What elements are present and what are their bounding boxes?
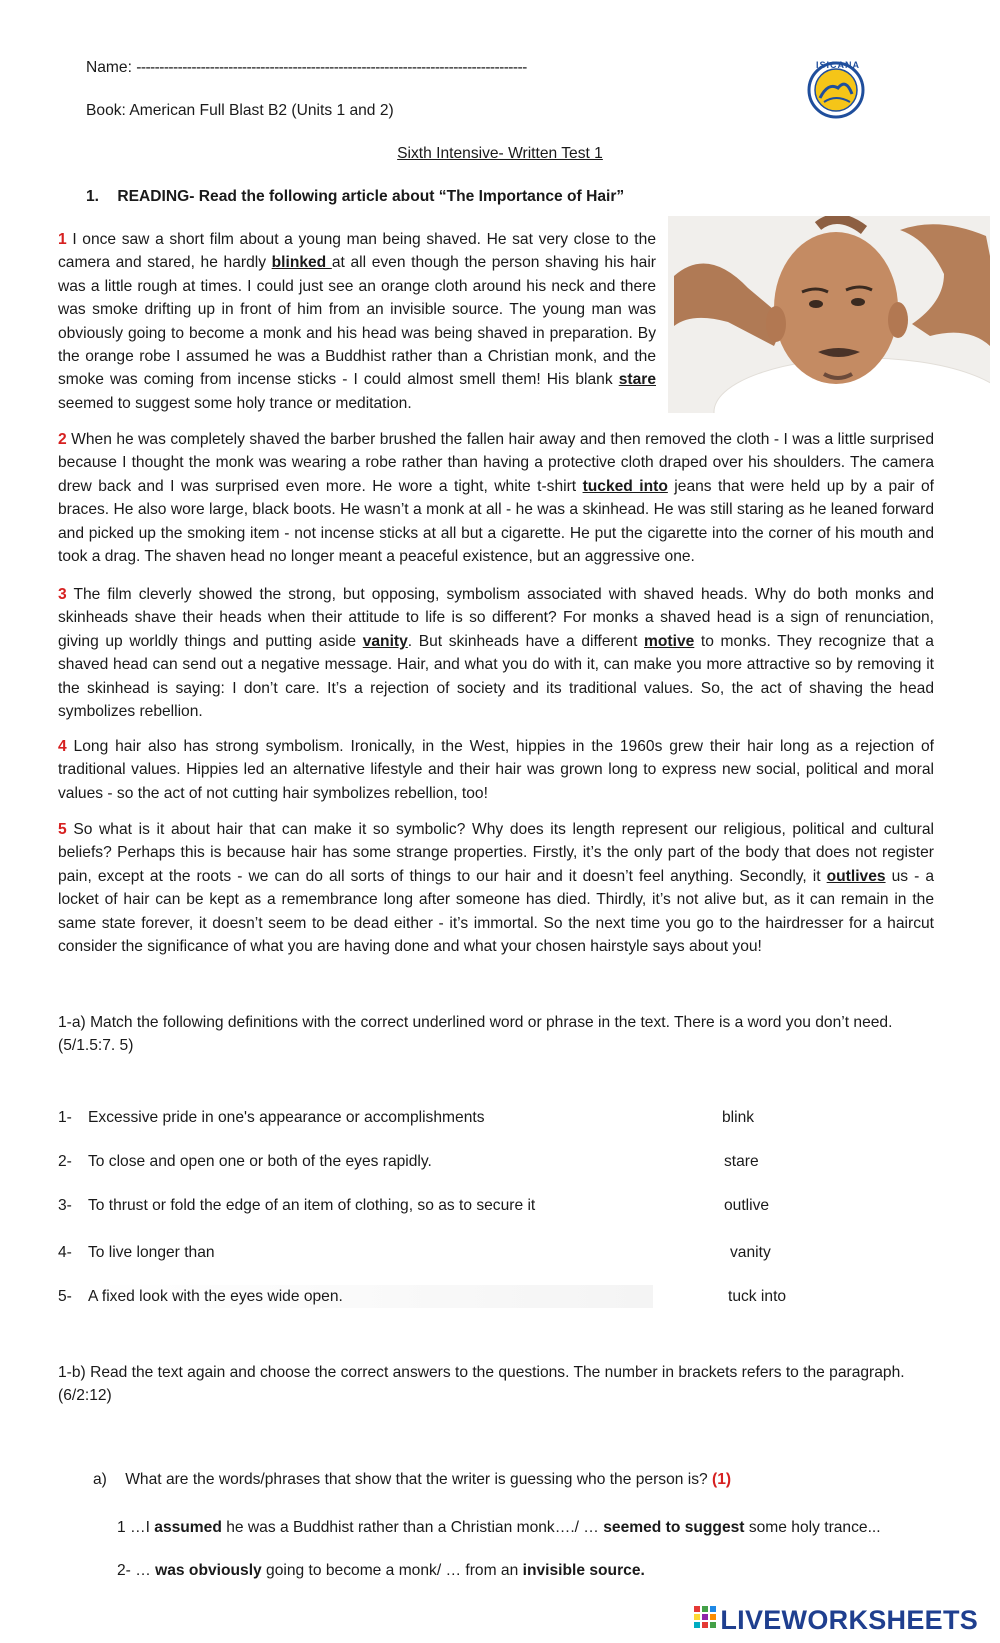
definition-text: To thrust or fold the edge of an item of clothing, so as to secure it bbox=[88, 1197, 536, 1214]
definition-text: To close and open one or both of the eyes rapidly. bbox=[88, 1153, 432, 1170]
question-letter: a) bbox=[93, 1471, 107, 1488]
answer-option-2[interactable]: 2- … was obviously going to become a monk/ … from an invisible source. bbox=[117, 1562, 645, 1579]
paragraph-1: 1 I once saw a short film about a young man being shaved. He sat very close to the camera and stared, he hardly blinked at all even though the person shaving his hair was a little rough at times. I could just see an orange cloth around his neck and there was smoke drifting up in front of him from an invisible source. The young man was obviously going to become a monk and his head was being shaved in preparation. By the orange robe I assumed he was a Buddhist rather than a Christian monk, and the smoke was coming from incense sticks - I could almost smell them! His blank stare seemed to suggest some holy trance or meditation. bbox=[58, 231, 656, 412]
word-option-stare[interactable]: stare bbox=[724, 1153, 759, 1170]
paragraph-3: 3 The film cleverly showed the strong, but opposing, symbolism associated with shaved heads. Why do both monks and skinheads shave their heads when their attitude to life is so different? For monks a shaved head is a sign of renunciation, giving up worldly things and putting aside vanity. But skinheads have a different motive to monks. They recognize that a shaved head can send out a negative message. Hair, and what you do with it, can make you more attractive so by removing it the skinhead is saying: I don’t care. It’s a rejection of society and its traditional values. So, the act of shaving the head symbolizes rebellion. bbox=[58, 586, 934, 721]
definition-row-5: 5- A fixed look with the eyes wide open. tuck into bbox=[58, 1285, 938, 1309]
paragraph-number: 2 bbox=[58, 431, 67, 448]
brand-icon bbox=[694, 1606, 716, 1634]
section-1-heading bbox=[86, 185, 624, 208]
paragraph-number: 3 bbox=[58, 586, 67, 603]
paragraph-number: 1 bbox=[58, 231, 67, 248]
definition-row-1: 1- Excessive pride in one's appearance or accomplishments blink bbox=[58, 1106, 938, 1130]
answer-option-1[interactable]: 1 …I assumed he was a Buddhist rather than a Christian monk…./ … seemed to suggest some holy trance... bbox=[117, 1519, 881, 1536]
definition-text: To live longer than bbox=[88, 1244, 215, 1261]
definition-row-4: 4- To live longer than vanity bbox=[58, 1241, 938, 1265]
question-text: What are the words/phrases that show that the writer is guessing who the person is? bbox=[125, 1471, 708, 1488]
underlined-word-vanity: vanity bbox=[362, 632, 408, 650]
word-option-outlive[interactable]: outlive bbox=[724, 1197, 770, 1214]
underlined-word-motive: motive bbox=[644, 632, 695, 650]
question-a bbox=[93, 1468, 731, 1491]
logo-text: ISICANA bbox=[816, 60, 861, 70]
name-label: Name: bbox=[86, 59, 132, 76]
definition-row-3: 3- To thrust or fold the edge of an item of clothing, so as to secure it outlive bbox=[58, 1194, 938, 1218]
definition-text: A fixed look with the eyes wide open. bbox=[88, 1285, 653, 1308]
underlined-word-tucked-into: tucked into bbox=[582, 477, 668, 495]
exercise-1a-instruction: 1-a) Match the following definitions with the correct underlined word or phrase in the text. There is a word you don’t need. (5/1.5:7. 5) bbox=[58, 1014, 893, 1055]
brand-text: LIVEWORKSHEETS bbox=[720, 1605, 979, 1635]
definition-row-2: 2- To close and open one or both of the eyes rapidly. stare bbox=[58, 1150, 938, 1174]
paragraph-4: 4 Long hair also has strong symbolism. Ironically, in the West, hippies in the 1960s grew their hair long as a rejection of traditional values. Hippies led an alternative lifestyle and their hair was grown long to express new social, political and moral values - so the act of not cutting hair symbolizes rebellion, too! bbox=[58, 738, 934, 802]
exercise-1b-instruction: 1-b) Read the text again and choose the correct answers to the questions. The number in brackets refers to the paragraph. (6/2:12) bbox=[58, 1364, 905, 1405]
underlined-word-stare: stare bbox=[618, 371, 656, 389]
book-title: Book: American Full Blast B2 (Units 1 and 2) bbox=[86, 102, 394, 119]
word-option-vanity[interactable]: vanity bbox=[730, 1244, 771, 1261]
section-number: 1. bbox=[86, 188, 100, 205]
test-title: Sixth Intensive- Written Test 1 bbox=[397, 145, 603, 162]
paragraph-5: 5 So what is it about hair that can make it so symbolic? Why does its length represent our religious, political and cultural beliefs? Perhaps this is because hair has some strange properties. Firstly, it’s the only part of the body that does not register pain, except at the roots - we can do all sorts of things to our hair and it doesn’t feel anything. Secondly, it outlives us - a locket of hair can be kept as a remembrance long after someone has died. Thirdly, it’s not alive but, as it can remain in the same state forever, it doesn’t seem to be dead either - it’s immortal. So the next time you go to the hairdresser for a haircut consider the significance of what you are having done and what your chosen hairstyle says about you! bbox=[58, 821, 934, 956]
paragraph-2: 2 When he was completely shaved the barber brushed the fallen hair away and then removed the cloth - I was a little surprised because I thought the monk was wearing a robe rather than having a protective cloth draped over his shoulders. The camera drew back and I was surprised even more. He wore a tight, white t-shirt tucked into jeans that were held up by a pair of braces. He also wore large, black boots. He wasn’t a monk at all - he was a skinhead. He was still staring as he leaned forward and picked up the smoking item - not incense sticks at all but a cigarette. He put the cigarette into the corner of his mouth and took a drag. The shaven head no longer meant a peaceful existence, but an aggressive one. bbox=[58, 431, 934, 566]
paragraph-reference: (1) bbox=[712, 1471, 732, 1488]
underlined-word-outlives: outlives bbox=[826, 867, 886, 885]
school-logo bbox=[804, 58, 868, 122]
word-option-blink[interactable]: blink bbox=[722, 1109, 755, 1126]
underlined-word-blinked: blinked bbox=[271, 254, 332, 272]
word-option-tuck-into[interactable]: tuck into bbox=[728, 1288, 787, 1305]
definition-text: Excessive pride in one's appearance or accomplishments bbox=[88, 1109, 485, 1126]
bald-man-photo bbox=[668, 216, 990, 413]
paragraph-number: 5 bbox=[58, 821, 67, 838]
section-title: READING- Read the following article about “The Importance of Hair” bbox=[117, 188, 625, 205]
liveworksheets-logo bbox=[694, 1604, 978, 1636]
name-line bbox=[86, 56, 527, 79]
name-dashes: ------------------------------------------------------------------------------------- bbox=[136, 59, 527, 76]
paragraph-number: 4 bbox=[58, 738, 67, 755]
